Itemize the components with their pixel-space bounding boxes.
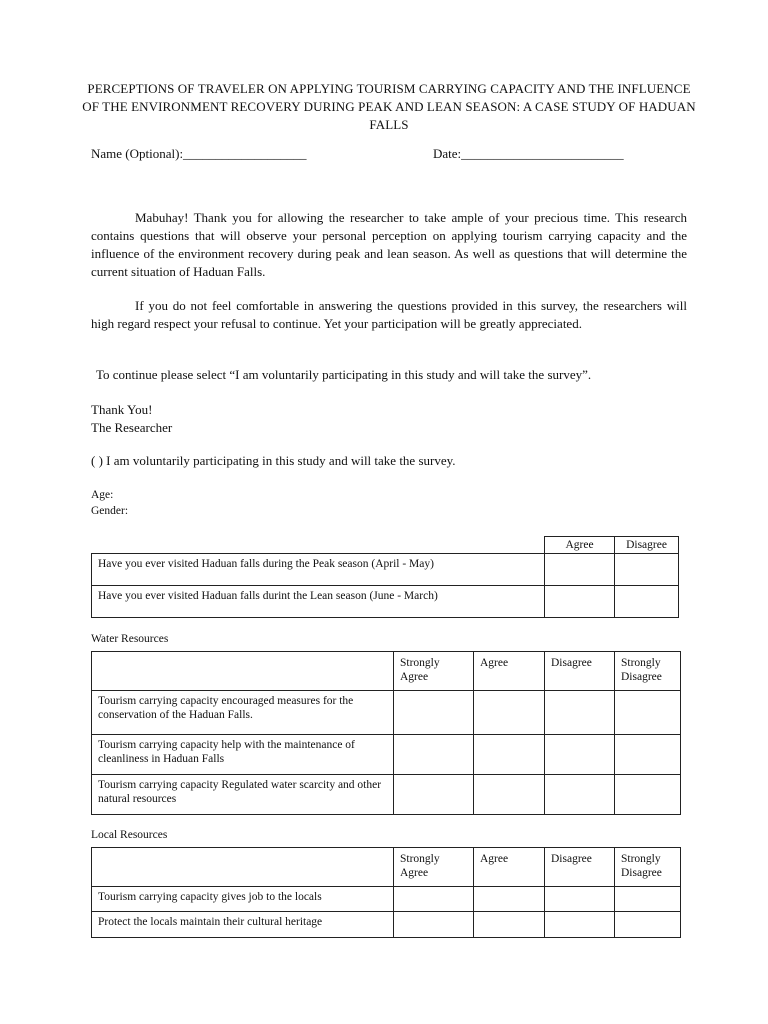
table-header-row [92, 652, 681, 691]
intro-paragraph-2: If you do not feel comfortable in answering the questions provided in this survey, the researchers will high regard respect your refusal to continue. Yet your participation will be greatly appreciated. [91, 298, 687, 331]
table-row [92, 691, 681, 735]
answer-cell[interactable] [615, 735, 681, 775]
header-disagree: Disagree [615, 537, 679, 554]
statement-cell: Protect the locals maintain their cultural heritage [92, 912, 394, 938]
header-agree: Agree [474, 848, 545, 887]
statement-cell: Tourism carrying capacity encouraged measures for the conservation of the Haduan Falls. [92, 691, 394, 735]
local-resources-table [91, 847, 681, 938]
header-blank [92, 652, 394, 691]
thank-you-text: Thank You! [91, 402, 153, 417]
answer-cell[interactable] [394, 887, 474, 912]
section-label-water: Water Resources [91, 633, 169, 645]
statement-cell: Tourism carrying capacity Regulated water scarcity and other natural resources [92, 775, 394, 815]
answer-cell[interactable] [474, 735, 545, 775]
visit-table-header [92, 537, 679, 554]
date-field[interactable]: Date:_________________________ [433, 146, 624, 161]
header-blank [92, 537, 545, 554]
statement-cell: Tourism carrying capacity gives job to the locals [92, 887, 394, 912]
answer-cell[interactable] [474, 887, 545, 912]
gender-field[interactable]: Gender: [91, 505, 129, 517]
answer-cell[interactable] [474, 775, 545, 815]
header-strongly-disagree: Strongly Disagree [615, 848, 681, 887]
header-agree: Agree [474, 652, 545, 691]
table-header-row [92, 848, 681, 887]
section-label-local: Local Resources [91, 829, 168, 841]
table-row [92, 887, 681, 912]
statement-cell: Tourism carrying capacity help with the maintenance of cleanliness in Haduan Falls [92, 735, 394, 775]
answer-cell[interactable] [615, 887, 681, 912]
answer-cell[interactable] [474, 691, 545, 735]
table-row [92, 735, 681, 775]
answer-cell[interactable] [394, 735, 474, 775]
answer-cell[interactable] [474, 912, 545, 938]
intro-paragraph-1: Mabuhay! Thank you for allowing the researcher to take ample of your precious time. This research contains questions that will observe your personal perception on applying tourism carrying capacity and the influence of the environment recovery during peak and lean season. As well as questions that will determine the current situation of Haduan Falls. [91, 210, 687, 279]
answer-cell-agree[interactable] [545, 586, 615, 618]
header-disagree: Disagree [545, 848, 615, 887]
answer-cell[interactable] [545, 887, 615, 912]
question-cell: Have you ever visited Haduan falls during the Peak season (April - May) [92, 554, 545, 586]
water-resources-table [91, 651, 681, 815]
header-strongly-agree: Strongly Agree [394, 652, 474, 691]
answer-cell[interactable] [615, 691, 681, 735]
answer-cell[interactable] [545, 691, 615, 735]
closing [91, 401, 172, 437]
table-row [92, 554, 679, 586]
question-cell: Have you ever visited Haduan falls durint the Lean season (June - March) [92, 586, 545, 618]
answer-cell[interactable] [615, 912, 681, 938]
answer-cell-disagree[interactable] [615, 586, 679, 618]
table-row [92, 912, 681, 938]
answer-cell[interactable] [394, 912, 474, 938]
visit-table [91, 536, 679, 618]
signature-text: The Researcher [91, 420, 173, 435]
answer-cell[interactable] [394, 775, 474, 815]
age-field[interactable]: Age: [91, 489, 114, 501]
consent-option[interactable]: ( ) I am voluntarily participating in this study and will take the survey. [91, 453, 456, 468]
name-field[interactable]: Name (Optional):___________________ [91, 146, 307, 161]
answer-cell[interactable] [545, 735, 615, 775]
answer-cell[interactable] [394, 691, 474, 735]
answer-cell-disagree[interactable] [615, 554, 679, 586]
table-row [92, 775, 681, 815]
header-disagree: Disagree [545, 652, 615, 691]
header-blank [92, 848, 394, 887]
answer-cell[interactable] [545, 775, 615, 815]
table-row [92, 586, 679, 618]
intro-paragraph-3: To continue please select “I am voluntarily participating in this study and will take the survey”. [96, 367, 592, 382]
answer-cell[interactable] [615, 775, 681, 815]
header-strongly-agree: Strongly Agree [394, 848, 474, 887]
answer-cell-agree[interactable] [545, 554, 615, 586]
header-agree: Agree [545, 537, 615, 554]
header-strongly-disagree: Strongly Disagree [615, 652, 681, 691]
survey-title: PERCEPTIONS OF TRAVELER ON APPLYING TOURISM CARRYING CAPACITY AND THE INFLUENCE OF THE ENVIRONMENT RECOVERY DURING PEAK AND LEAN SEASON: A CASE STUDY OF HADUAN FALLS [82, 81, 696, 132]
answer-cell[interactable] [545, 912, 615, 938]
